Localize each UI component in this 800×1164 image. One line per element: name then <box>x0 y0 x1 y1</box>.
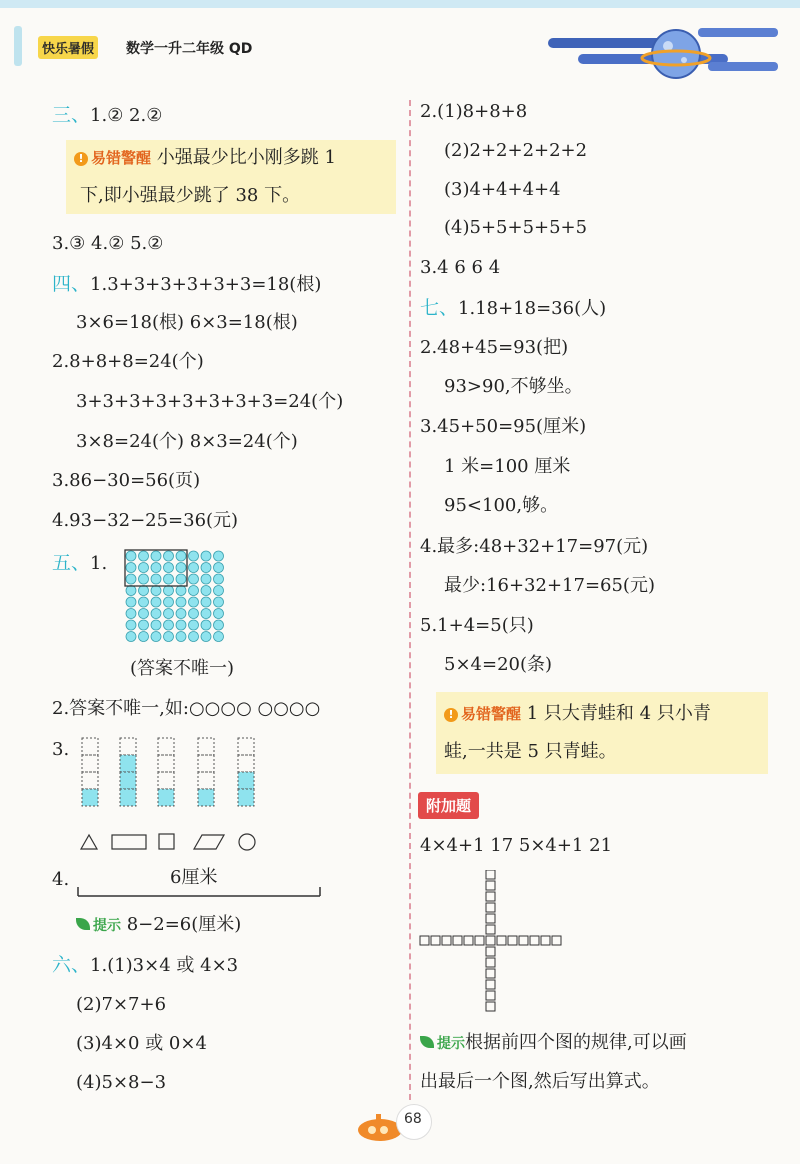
cross-square <box>486 936 495 945</box>
header-stripe <box>0 0 800 8</box>
dot <box>176 574 186 584</box>
tip-label: 提示 <box>437 1036 465 1052</box>
dot <box>151 586 161 596</box>
dot <box>189 609 199 619</box>
dot <box>139 551 149 561</box>
dot <box>139 563 149 573</box>
dot <box>151 551 161 561</box>
dot <box>189 551 199 561</box>
bar-cell <box>158 789 174 806</box>
circle-shape <box>239 834 255 850</box>
bar-cell <box>120 789 136 806</box>
answer-line: 4. <box>52 869 70 890</box>
dot <box>214 563 224 573</box>
answer-line: (2)7×7+6 <box>76 994 167 1015</box>
dot <box>214 620 224 630</box>
cross-square <box>442 936 451 945</box>
answer-line: (答案不唯一) <box>130 658 235 679</box>
answer-line: 2.8+8+8=24(个) <box>52 351 204 372</box>
answer-line: 六、1.(1)3×4 或 4×3 <box>52 954 239 976</box>
planet-decoration <box>548 14 788 84</box>
answer-line: 93>90,不够坐。 <box>444 376 583 397</box>
dot <box>164 597 174 607</box>
section-marker: 三、 <box>52 104 91 126</box>
cross-square <box>519 936 528 945</box>
dot <box>139 586 149 596</box>
leaf-icon <box>420 1036 434 1048</box>
cross-squares-figure <box>416 870 566 1020</box>
dot <box>201 586 211 596</box>
dot <box>214 597 224 607</box>
dot <box>126 632 136 642</box>
answer-line: (3)4×0 或 0×4 <box>76 1033 207 1054</box>
dot <box>176 609 186 619</box>
dot <box>126 586 136 596</box>
bar-cells-figure <box>76 734 276 854</box>
dot <box>164 574 174 584</box>
dot <box>189 586 199 596</box>
answer-line: (4)5×8−3 <box>76 1072 167 1093</box>
warning-line: ! 易错警醒 1 只大青蛙和 4 只小青 <box>444 702 711 726</box>
bar-cell <box>82 738 98 755</box>
bar-cell <box>158 738 174 755</box>
dot <box>214 586 224 596</box>
dot <box>201 551 211 561</box>
tip-line: 出最后一个图,然后写出算式。 <box>420 1071 660 1092</box>
answer-line: 3.86−30=56(页) <box>52 470 201 491</box>
dot <box>164 586 174 596</box>
dot <box>139 620 149 630</box>
dot <box>151 563 161 573</box>
dot <box>176 620 186 630</box>
warning-line: 蛙,一共是 5 只青蛙。 <box>444 741 617 762</box>
dot <box>214 551 224 561</box>
warning-label: 易错警醒 <box>91 149 152 167</box>
dot <box>151 574 161 584</box>
answer-line: 3.4 6 6 4 <box>420 257 501 278</box>
dot <box>201 574 211 584</box>
dot <box>189 620 199 630</box>
dot <box>126 597 136 607</box>
dot-grid-figure <box>124 549 236 645</box>
answer-line: 2.(1)8+8+8 <box>420 101 528 122</box>
dot <box>126 551 136 561</box>
cross-square <box>486 881 495 890</box>
answer-line: 95<100,够。 <box>444 495 559 516</box>
dot <box>151 632 161 642</box>
bar-cell <box>158 772 174 789</box>
dot <box>139 574 149 584</box>
cross-square <box>486 914 495 923</box>
cross-square <box>486 870 495 879</box>
dot <box>164 609 174 619</box>
rectangle-shape <box>112 835 146 849</box>
cross-square <box>508 936 517 945</box>
dot <box>176 586 186 596</box>
answer-line: 3. <box>52 739 70 760</box>
cross-square <box>486 903 495 912</box>
dot <box>126 563 136 573</box>
answer-line: (2)2+2+2+2+2 <box>444 140 588 161</box>
cross-square <box>497 936 506 945</box>
cross-square <box>486 892 495 901</box>
dot <box>214 609 224 619</box>
section-marker: 六、 <box>52 954 91 976</box>
square-shape <box>159 834 174 849</box>
leaf-icon <box>76 918 90 930</box>
section-marker: 五、 <box>52 552 91 574</box>
page-number: 68 <box>404 1111 422 1127</box>
cross-square <box>464 936 473 945</box>
bar-cell <box>238 738 254 755</box>
cross-square <box>486 925 495 934</box>
answer-line: 五、1. <box>52 552 108 574</box>
answer-line: (3)4+4+4+4 <box>444 179 561 200</box>
dot <box>139 597 149 607</box>
bar-cell <box>120 755 136 772</box>
answer-line: 1 米=100 厘米 <box>444 456 571 477</box>
answer-line: 3.③ 4.② 5.② <box>52 233 164 254</box>
bar-cell <box>198 789 214 806</box>
column-divider <box>409 100 411 1100</box>
dot <box>164 551 174 561</box>
cross-square <box>486 980 495 989</box>
tip-label: 提示 <box>93 918 121 934</box>
header-badge: 快乐暑假 <box>38 36 98 59</box>
dot <box>126 620 136 630</box>
cross-square <box>475 936 484 945</box>
dot <box>189 632 199 642</box>
bar-cell <box>238 755 254 772</box>
dot <box>189 597 199 607</box>
dot <box>201 563 211 573</box>
cross-square <box>486 991 495 1000</box>
answer-line: 5.1+4=5(只) <box>420 615 534 636</box>
section-marker: 四、 <box>52 273 91 295</box>
dot <box>189 563 199 573</box>
dot <box>214 632 224 642</box>
answer-line: (4)5+5+5+5+5 <box>444 217 588 238</box>
bar-cell <box>198 772 214 789</box>
dot <box>139 632 149 642</box>
tip-line: 提示根据前四个图的规律,可以画 <box>420 1031 687 1055</box>
dot <box>151 609 161 619</box>
answer-line: 3.45+50=95(厘米) <box>420 416 587 437</box>
header-title: 数学一升二年级 QD <box>126 41 253 57</box>
answer-line: 5×4=20(条) <box>444 654 553 675</box>
answer-line: 3×6=18(根) 6×3=18(根) <box>76 312 298 333</box>
bonus-question-tag: 附加题 <box>418 792 479 819</box>
answer-line: 4.最多:48+32+17=97(元) <box>420 536 649 557</box>
dot <box>214 574 224 584</box>
answer-line: 2.答案不唯一,如:○○○○ ○○○○ <box>52 698 321 719</box>
dot <box>151 597 161 607</box>
dot <box>201 620 211 630</box>
dot <box>151 620 161 630</box>
answer-line: 2.48+45=93(把) <box>420 337 569 358</box>
warning-icon: ! <box>444 708 458 722</box>
cross-square <box>486 1002 495 1011</box>
answer-line: 4.93−32−25=36(元) <box>52 510 239 531</box>
answer-line: 四、1.3+3+3+3+3+3=18(根) <box>52 273 322 295</box>
dot <box>126 574 136 584</box>
dot <box>201 609 211 619</box>
cross-square <box>541 936 550 945</box>
dot <box>164 620 174 630</box>
cross-square <box>453 936 462 945</box>
cross-square <box>431 936 440 945</box>
bar-cell <box>158 755 174 772</box>
dot <box>164 632 174 642</box>
ruler-label: 6厘米 <box>170 867 218 888</box>
dot <box>139 609 149 619</box>
cross-square <box>486 969 495 978</box>
section-marker: 七、 <box>420 297 459 319</box>
bar-cell <box>120 772 136 789</box>
cross-square <box>552 936 561 945</box>
dot <box>176 563 186 573</box>
warning-label: 易错警醒 <box>461 705 522 723</box>
bar-cell <box>198 738 214 755</box>
warning-icon: ! <box>74 152 88 166</box>
answer-line: 三、1.② 2.② <box>52 104 163 126</box>
answer-line: 4×4+1 17 5×4+1 21 <box>420 835 613 856</box>
dot <box>126 609 136 619</box>
dot <box>176 551 186 561</box>
corner-decoration <box>14 26 22 66</box>
warning-line: ! 易错警醒 小强最少比小刚多跳 1 <box>74 146 336 170</box>
dot <box>189 574 199 584</box>
dot <box>164 563 174 573</box>
cross-square <box>530 936 539 945</box>
cross-square <box>420 936 429 945</box>
warning-line: 下,即小强最少跳了 38 下。 <box>80 185 301 206</box>
bar-cell <box>198 755 214 772</box>
answer-line: 七、1.18+18=36(人) <box>420 297 607 319</box>
dot <box>201 597 211 607</box>
bar-cell <box>82 772 98 789</box>
tip-line: 提示 8−2=6(厘米) <box>76 913 241 937</box>
cross-square <box>486 958 495 967</box>
answer-line: 3+3+3+3+3+3+3+3=24(个) <box>76 391 344 412</box>
triangle-shape <box>81 835 97 849</box>
bar-cell <box>82 755 98 772</box>
dot <box>176 597 186 607</box>
dot <box>176 632 186 642</box>
bar-cell <box>82 789 98 806</box>
dot <box>201 632 211 642</box>
bar-cell <box>120 738 136 755</box>
bar-cell <box>238 789 254 806</box>
bar-cell <box>238 772 254 789</box>
parallelogram-shape <box>194 835 224 849</box>
cross-square <box>486 947 495 956</box>
answer-line: 3×8=24(个) 8×3=24(个) <box>76 431 298 452</box>
answer-line: 最少:16+32+17=65(元) <box>444 575 655 596</box>
